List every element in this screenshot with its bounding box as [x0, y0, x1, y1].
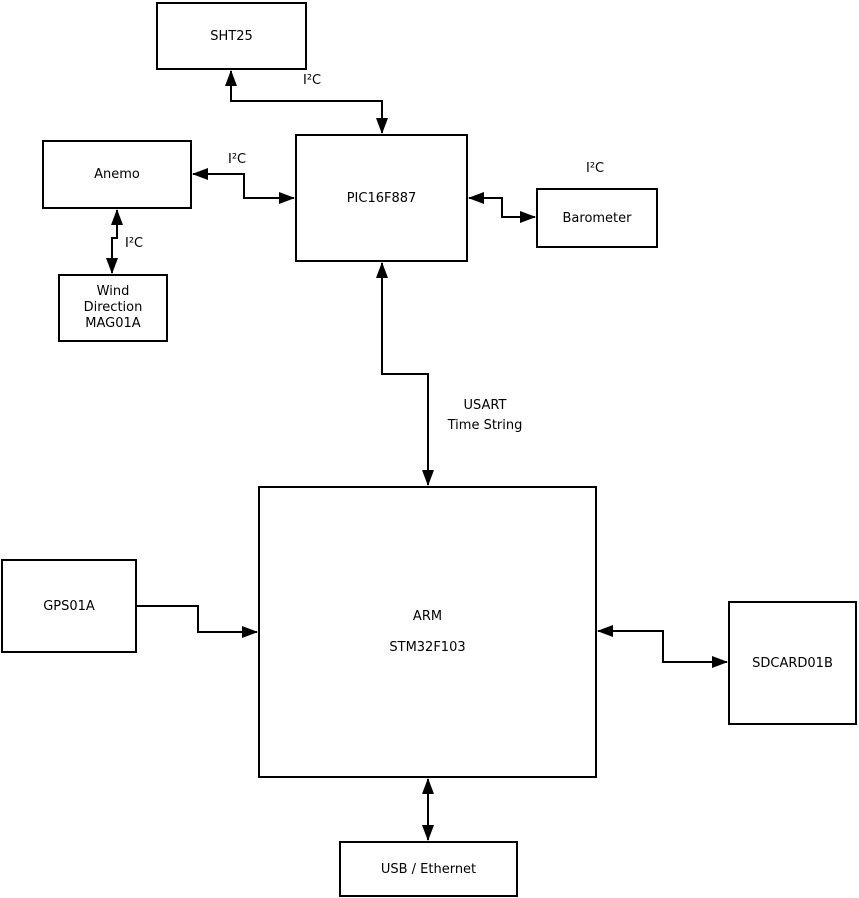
arrowhead-up-icon — [111, 209, 123, 225]
node-anemo-label: Anemo — [94, 167, 140, 182]
node-sdcard01b — [728, 601, 857, 725]
connector-line — [382, 263, 428, 485]
connector-anemo-pic — [192, 168, 295, 204]
arrowhead-right-icon — [279, 192, 295, 204]
edge-label-i2c-wind: I²C — [125, 236, 144, 251]
node-pic16f887 — [295, 134, 468, 262]
node-sht25-label: SHT25 — [210, 28, 253, 44]
connector-arm-sdcard — [597, 625, 728, 668]
edge-label-i2c-sht25: I²C — [303, 73, 322, 88]
arrowhead-left-icon — [597, 625, 613, 637]
node-usb-ethernet — [339, 841, 518, 897]
edge-label-usart-line2: Time String — [447, 418, 523, 433]
node-wind-direction-label-line3: MAG01A — [85, 316, 141, 331]
node-arm-stm32f103 — [258, 486, 597, 778]
node-arm-label-line2: STM32F103 — [389, 639, 466, 655]
node-sdcard01b-label: SDCARD01B — [752, 655, 833, 671]
arrowhead-up-icon — [225, 70, 237, 86]
node-wind-direction-label-line1: Wind — [96, 284, 130, 299]
connector-line — [598, 631, 727, 662]
arrowhead-down-icon — [106, 258, 118, 274]
arrowhead-left-icon — [192, 168, 208, 180]
arrowhead-down-icon — [422, 825, 434, 841]
node-sht25 — [156, 2, 307, 70]
node-pic16f887-label: PIC16F887 — [346, 190, 417, 206]
node-gps01a — [1, 559, 137, 653]
connector-line — [193, 174, 294, 198]
node-anemo — [42, 140, 192, 209]
connector-anemo-winddirection — [106, 209, 123, 274]
edge-label-i2c-barometer: I²C — [586, 161, 605, 176]
arrowhead-left-icon — [468, 192, 484, 204]
node-barometer — [536, 188, 658, 248]
node-barometer-label: Barometer — [562, 210, 632, 226]
node-wind-direction — [58, 274, 168, 342]
arrowhead-right-icon — [242, 626, 258, 638]
node-wind-direction-label-line2: Direction — [83, 300, 143, 315]
connector-pic-barometer — [468, 192, 536, 223]
arrowhead-down-icon — [376, 118, 388, 134]
connector-pic-arm — [376, 262, 434, 486]
edge-label-usart-line1: USART — [463, 398, 507, 413]
node-gps01a-label: GPS01A — [43, 598, 95, 614]
arrowhead-down-icon — [422, 470, 434, 486]
connector-gps-arm — [137, 606, 258, 638]
node-usb-ethernet-label: USB / Ethernet — [380, 861, 477, 877]
arrowhead-up-icon — [376, 262, 388, 278]
arrowhead-right-icon — [520, 211, 536, 223]
connector-line — [137, 606, 257, 632]
edge-label-usart — [420, 396, 550, 436]
edge-label-i2c-anemo: I²C — [228, 152, 247, 167]
arrowhead-right-icon — [712, 656, 728, 668]
node-arm-label-line1: ARM — [412, 608, 443, 624]
connector-arm-usb — [422, 778, 434, 841]
arrowhead-up-icon — [422, 778, 434, 794]
